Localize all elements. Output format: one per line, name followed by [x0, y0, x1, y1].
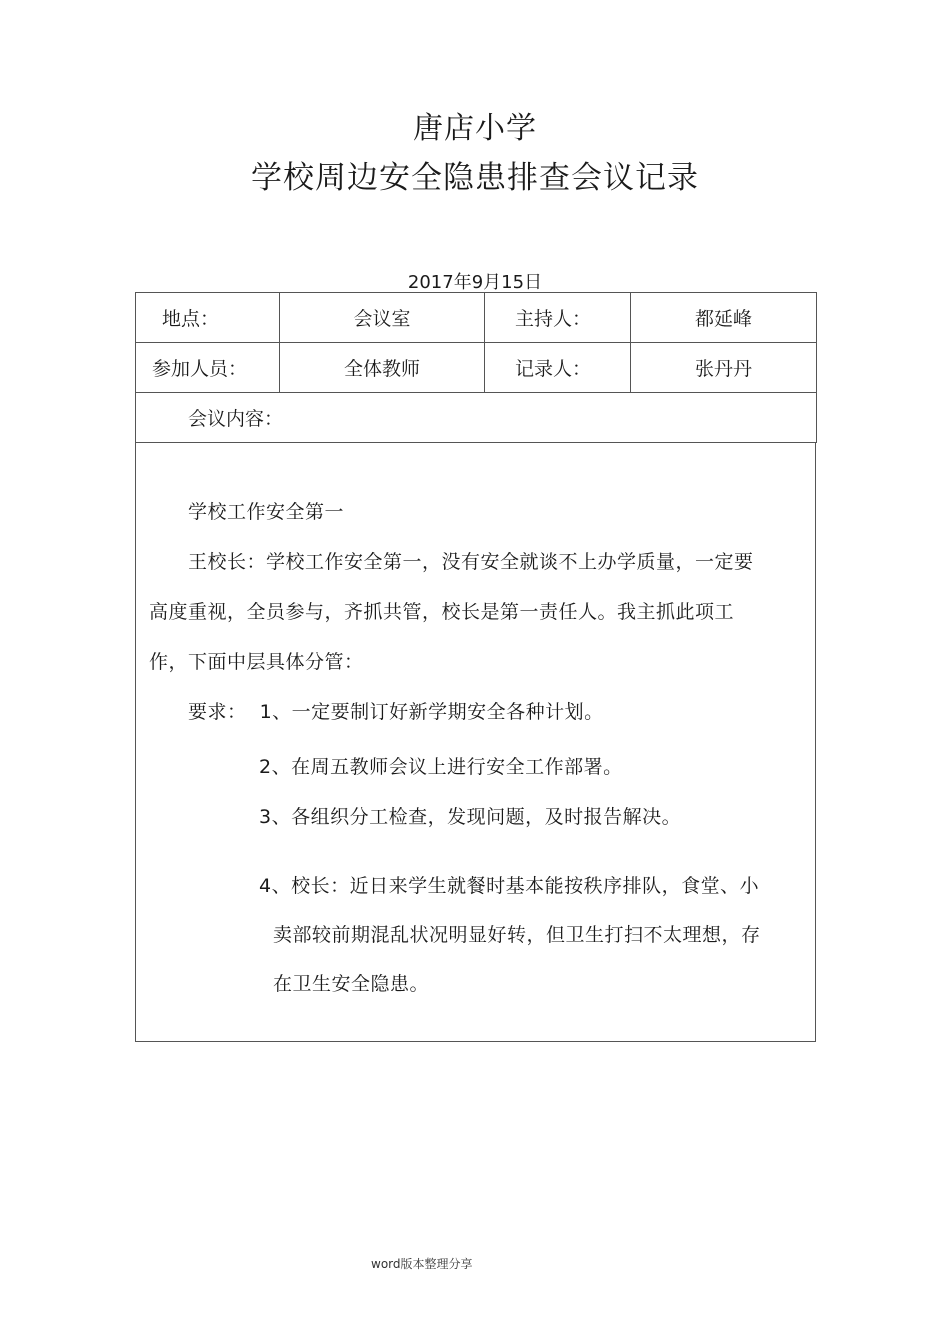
- requirement-item-4-cont: 卖部较前期混乱状况明显好转，但卫生打扫不太理想，存: [273, 924, 761, 946]
- info-row-participants: [136, 343, 817, 393]
- meeting-date: 2017年9月15日: [407, 272, 543, 293]
- content-heading: 学校工作安全第一: [188, 501, 345, 523]
- footer-note: word版本整理分享: [371, 1257, 473, 1271]
- location-label: 地点：: [136, 293, 280, 343]
- location-value: 会议室: [280, 293, 485, 343]
- info-row-location: [136, 293, 817, 343]
- meeting-info-table: [135, 292, 817, 443]
- paragraph-line: 作，下面中层具体分管：: [149, 651, 364, 673]
- document-title: 学校周边安全隐患排查会议记录: [251, 160, 699, 196]
- content-label: 会议内容：: [136, 393, 817, 443]
- host-label: 主持人：: [485, 293, 631, 343]
- paragraph-line: 王校长：学校工作安全第一，没有安全就谈不上办学质量，一定要: [188, 551, 754, 573]
- recorder-value: 张丹丹: [631, 343, 817, 393]
- school-name: 唐店小学: [413, 111, 537, 146]
- paragraph-line: 高度重视，全员参与，齐抓共管，校长是第一责任人。我主抓此项工: [149, 601, 735, 623]
- info-row-content: [136, 393, 817, 443]
- participants-value: 全体教师: [280, 343, 485, 393]
- requirement-item-4-cont: 在卫生安全隐患。: [273, 973, 430, 995]
- requirement-item-3: 3、各组织分工检查，发现问题，及时报告解决。: [259, 806, 682, 828]
- requirement-item-2: 2、在周五教师会议上进行安全工作部署。: [259, 756, 623, 778]
- participants-label: 参加人员：: [136, 343, 280, 393]
- host-value: 都延峰: [631, 293, 817, 343]
- meeting-content-box: [135, 443, 816, 1042]
- recorder-label: 记录人：: [485, 343, 631, 393]
- requirement-item-4: 4、校长：近日来学生就餐时基本能按秩序排队，食堂、小: [259, 875, 760, 897]
- requirement-item-1: 要求： 1、一定要制订好新学期安全各种计划。: [188, 701, 604, 723]
